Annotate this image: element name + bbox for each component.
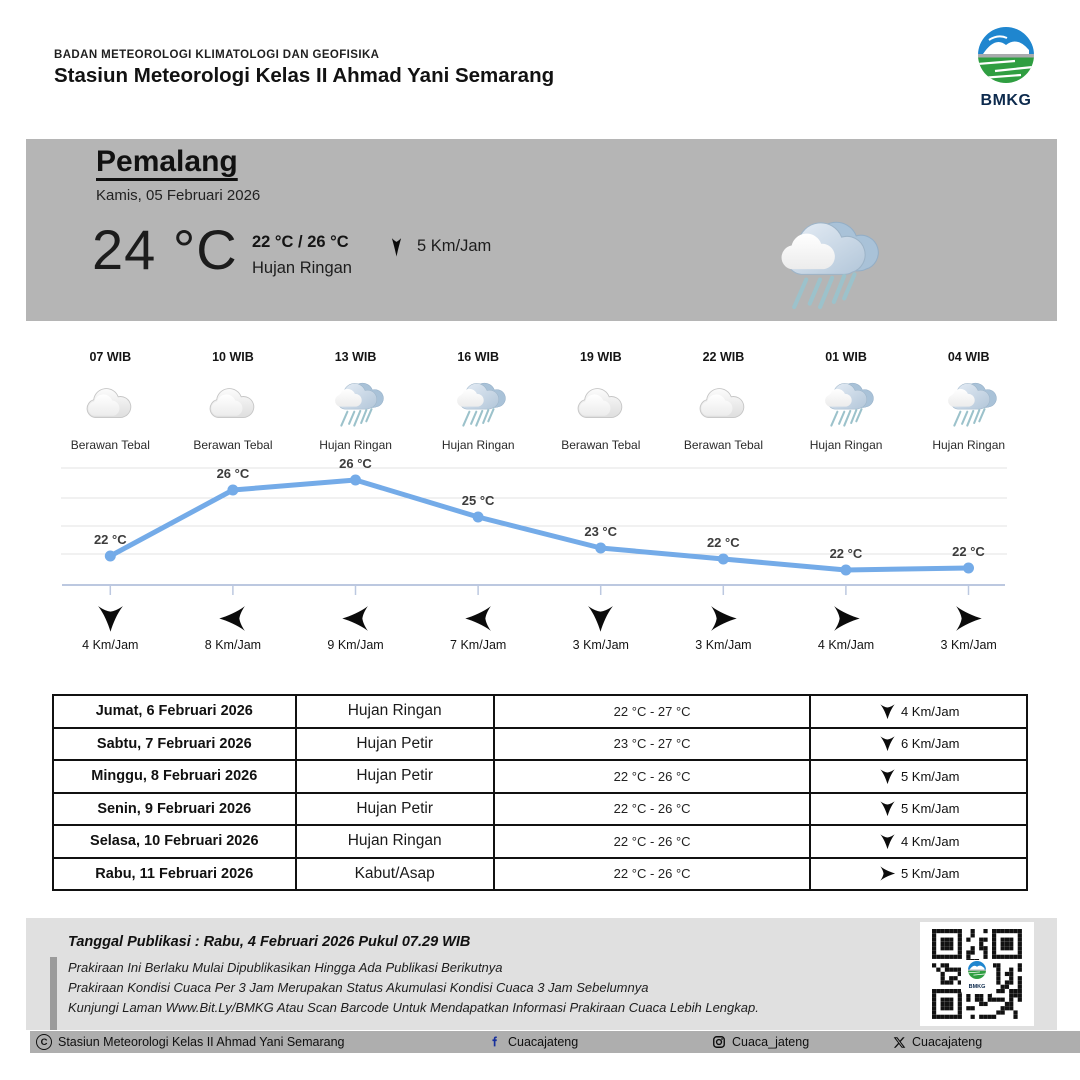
daily-condition: Hujan Ringan: [296, 825, 494, 858]
qr-logo-label: BMKG: [968, 984, 986, 990]
footer-note: Kunjungi Laman Www.Bit.Ly/BMKG Atau Scan Barcode Untuk Mendapatkan Informasi Prakiraan Cuaca Lebih Lengkap.: [68, 1000, 759, 1015]
wind-speed: 7 Km/Jam: [450, 638, 507, 652]
weather-icon: [785, 376, 908, 432]
daily-condition: Hujan Petir: [296, 728, 494, 761]
wind-speed: 3 Km/Jam: [940, 638, 997, 652]
wind-direction-icon: [878, 864, 897, 883]
social-bar: [30, 1031, 1080, 1053]
daily-temp-range: 22 °C - 26 °C: [494, 760, 811, 793]
hourly-forecast: [49, 350, 1030, 452]
wind-direction-icon: [540, 600, 663, 636]
wind-item: [662, 600, 785, 652]
daily-wind-speed: 6 Km/Jam: [900, 736, 960, 752]
current-date: Kamis, 05 Februari 2026: [96, 187, 261, 204]
wind-arrow-icon: [216, 602, 249, 635]
table-row: [53, 760, 1027, 793]
hourly-time: 01 WIB: [825, 350, 867, 364]
daily-date: Rabu, 11 Februari 2026: [53, 858, 296, 891]
daily-wind: [812, 864, 1025, 883]
wind-direction-icon: [417, 600, 540, 636]
wind-arrow-icon: [462, 602, 495, 635]
daily-condition: Hujan Ringan: [296, 695, 494, 728]
bmkg-logo-icon: [975, 24, 1037, 86]
weather-icon: [49, 376, 172, 432]
x-icon: [893, 1036, 906, 1049]
cloudy-icon: [572, 379, 630, 429]
daily-date: Sabtu, 7 Februari 2026: [53, 728, 296, 761]
daily-temp-range: 22 °C - 26 °C: [494, 825, 811, 858]
daily-wind-speed: 4 Km/Jam: [900, 703, 960, 719]
hourly-time: 19 WIB: [579, 350, 622, 364]
daily-condition: Kabut/Asap: [296, 858, 494, 891]
wind-arrow-icon: [878, 702, 897, 721]
table-row: [53, 728, 1027, 761]
footer-notes: [68, 958, 759, 1018]
wind-arrow-icon: [878, 767, 897, 786]
wind-direction-icon: [294, 600, 417, 636]
svg-text:26 °C: 26 °C: [216, 466, 250, 481]
hourly-time: 10 WIB: [212, 350, 254, 364]
daily-wind: [812, 767, 1025, 786]
daily-wind-speed: 5 Km/Jam: [900, 866, 960, 882]
cloudy-icon: [81, 379, 139, 429]
weather-icon: [172, 376, 295, 432]
wind-arrow-icon: [878, 832, 897, 851]
agency-name: BADAN METEOROLOGI KLIMATOLOGI DAN GEOFISIKA: [54, 49, 380, 61]
wind-item: [294, 600, 417, 652]
wind-item: [540, 600, 663, 652]
daily-date: Senin, 9 Februari 2026: [53, 793, 296, 826]
wind-speed: 8 Km/Jam: [204, 638, 262, 652]
instagram-icon: [712, 1035, 726, 1049]
hourly-condition: Berawan Tebal: [683, 438, 764, 452]
hourly-condition: Hujan Ringan: [441, 438, 515, 452]
daily-temp-range: 22 °C - 27 °C: [494, 695, 811, 728]
daily-wind-speed: 4 Km/Jam: [900, 833, 960, 849]
table-row: [53, 793, 1027, 826]
qr-center-logo: [961, 960, 993, 994]
current-weather-icon: [766, 214, 881, 314]
svg-text:25 °C: 25 °C: [461, 493, 495, 508]
copyright-icon: C: [36, 1034, 52, 1050]
hourly-item: [172, 350, 295, 452]
x-text: Cuacajateng: [912, 1035, 983, 1049]
hourly-time: 04 WIB: [947, 350, 990, 364]
hourly-time: 07 WIB: [89, 350, 132, 364]
hourly-condition: Berawan Tebal: [70, 438, 150, 452]
weather-icon: [662, 376, 785, 432]
instagram-handle[interactable]: [712, 1031, 809, 1053]
hourly-time: 22 WIB: [702, 350, 745, 364]
wind-arrow-icon: [584, 602, 617, 635]
cloudy-icon: [204, 379, 262, 429]
hourly-item: [662, 350, 785, 452]
wind-direction-icon: [907, 600, 1030, 636]
light-rain-icon: [766, 214, 881, 314]
daily-date: Selasa, 10 Februari 2026: [53, 825, 296, 858]
svg-text:23 °C: 23 °C: [584, 524, 618, 539]
hourly-item: [417, 350, 540, 452]
wind-arrow-icon: [94, 602, 127, 635]
daily-wind-speed: 5 Km/Jam: [900, 801, 960, 817]
footer-panel: [26, 918, 1057, 1030]
hourly-item: [294, 350, 417, 452]
wind-direction-icon: [878, 799, 897, 818]
wind-item: [785, 600, 908, 652]
light-rain-icon: [449, 379, 507, 429]
wind-direction-icon: [878, 767, 897, 786]
weather-icon: [417, 376, 540, 432]
hourly-item: [49, 350, 172, 452]
wind-speed: 4 Km/Jam: [817, 638, 875, 652]
weather-icon: [907, 376, 1030, 432]
daily-wind-speed: 5 Km/Jam: [900, 768, 960, 784]
bmkg-logo: [947, 24, 1065, 110]
wind-arrow-icon: [878, 799, 897, 818]
hourly-time: 16 WIB: [457, 350, 500, 364]
wind-direction-icon: [49, 600, 172, 636]
footer-accent-bar: [50, 957, 57, 1030]
hourly-condition: Berawan Tebal: [561, 438, 641, 452]
hourly-time: 13 WIB: [334, 350, 377, 364]
wind-direction-icon: [878, 734, 897, 753]
facebook-text: Cuacajateng: [508, 1035, 579, 1049]
table-row: [53, 825, 1027, 858]
weather-icon: [294, 376, 417, 432]
current-wind-speed: 5 Km/Jam: [417, 237, 492, 255]
instagram-text: Cuaca_jateng: [732, 1035, 810, 1049]
twitter-handle[interactable]: [893, 1031, 982, 1053]
wind-arrow-icon: [339, 602, 372, 635]
wind-direction-icon: [878, 702, 897, 721]
wind-speed: 9 Km/Jam: [327, 638, 384, 652]
svg-text:22 °C: 22 °C: [829, 546, 863, 561]
copyright-text: Stasiun Meteorologi Kelas II Ahmad Yani Semarang: [58, 1035, 345, 1049]
hourly-condition: Hujan Ringan: [932, 438, 1006, 452]
wind-speed: 4 Km/Jam: [82, 638, 139, 652]
wind-speed: 3 Km/Jam: [695, 638, 752, 652]
wind-item: [172, 600, 295, 652]
qr-code: [920, 922, 1034, 1026]
daily-temp-range: 22 °C - 26 °C: [494, 858, 811, 891]
current-weather-panel: [26, 139, 1057, 321]
hourly-condition: Berawan Tebal: [193, 438, 273, 452]
wind-direction-icon: [878, 832, 897, 851]
daily-date: Minggu, 8 Februari 2026: [53, 760, 296, 793]
wind-arrow-icon: [707, 602, 740, 635]
wind-item: [417, 600, 540, 652]
bmkg-logo-label: BMKG: [980, 92, 1032, 109]
wind-forecast: [49, 600, 1030, 652]
daily-condition: Hujan Petir: [296, 793, 494, 826]
light-rain-icon: [940, 379, 998, 429]
facebook-handle[interactable]: [488, 1031, 578, 1053]
wind-direction-icon: [662, 600, 785, 636]
publication-date: Tanggal Publikasi : Rabu, 4 Februari 2026 Pukul 07.29 WIB: [68, 934, 471, 950]
current-condition: Hujan Ringan: [252, 259, 352, 277]
wind-arrow-icon: [878, 734, 897, 753]
wind-arrow-icon: [952, 602, 985, 635]
current-temperature: 24 °C: [92, 218, 238, 281]
svg-text:26 °C: 26 °C: [339, 458, 372, 471]
city-name: Pemalang: [96, 145, 238, 178]
copyright: [36, 1031, 345, 1053]
wind-speed: 3 Km/Jam: [572, 638, 629, 652]
hourly-item: [907, 350, 1030, 452]
svg-text:22 °C: 22 °C: [93, 532, 127, 547]
svg-text:22 °C: 22 °C: [706, 535, 740, 550]
wind-arrow-icon: [878, 864, 897, 883]
wind-direction-icon: [172, 600, 295, 636]
daily-date: Jumat, 6 Februari 2026: [53, 695, 296, 728]
table-row: [53, 695, 1027, 728]
footer-note: Prakiraan Kondisi Cuaca Per 3 Jam Merupakan Status Akumulasi Kondisi Cuaca 3 Jam Sebelumnya: [68, 980, 649, 995]
current-wind-direction-icon: [391, 236, 402, 257]
hourly-condition: Hujan Ringan: [319, 438, 392, 452]
cloudy-icon: [694, 379, 752, 429]
hourly-condition: Hujan Ringan: [809, 438, 883, 452]
table-row: [53, 858, 1027, 891]
daily-forecast-table: [52, 694, 1028, 891]
svg-text:22 °C: 22 °C: [952, 544, 985, 559]
daily-condition: Hujan Petir: [296, 760, 494, 793]
wind-item: [49, 600, 172, 652]
daily-wind: [812, 832, 1025, 851]
daily-temp-range: 22 °C - 26 °C: [494, 793, 811, 826]
wind-arrow-icon: [830, 602, 863, 635]
wind-direction-icon: [785, 600, 908, 636]
daily-temp-range: 23 °C - 27 °C: [494, 728, 811, 761]
bmkg-mini-logo-icon: [967, 960, 987, 980]
daily-wind: [812, 799, 1025, 818]
footer-note: Prakiraan Ini Berlaku Mulai Dipublikasikan Hingga Ada Publikasi Berikutnya: [68, 960, 503, 975]
temp-range: 22 °C / 26 °C: [252, 233, 349, 251]
weather-icon: [540, 376, 663, 432]
light-rain-icon: [327, 379, 385, 429]
wind-item: [907, 600, 1030, 652]
hourly-item: [540, 350, 663, 452]
light-rain-icon: [817, 379, 875, 429]
station-name: Stasiun Meteorologi Kelas II Ahmad Yani Semarang: [54, 64, 555, 87]
temperature-chart: [49, 458, 1030, 598]
facebook-icon: [488, 1035, 502, 1049]
hourly-item: [785, 350, 908, 452]
daily-wind: [812, 702, 1025, 721]
daily-wind: [812, 734, 1025, 753]
